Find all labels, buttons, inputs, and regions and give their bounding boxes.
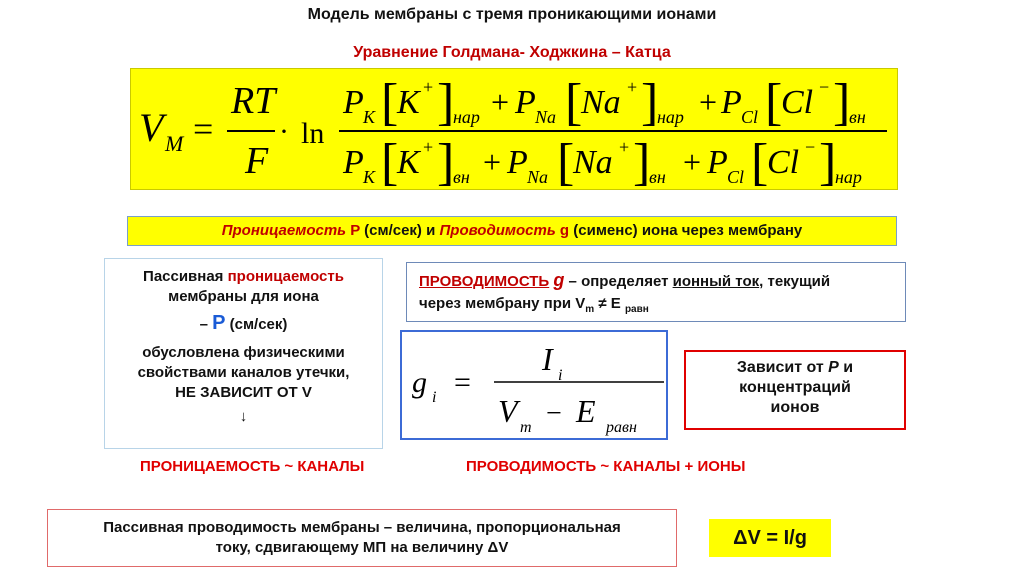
ln-operator: ln — [301, 117, 325, 150]
k-charge: + — [423, 77, 434, 97]
current-subscript: i — [558, 367, 563, 384]
na-charge: + — [627, 77, 638, 97]
pna-den-sub: Na — [527, 167, 549, 187]
bracket-close: ] — [633, 134, 651, 191]
dep-line-2: концентраций — [739, 379, 851, 396]
conductance-channels-label: ПРОВОДИМОСТЬ ~ КАНАЛЫ + ИОНЫ — [466, 458, 746, 475]
g-subscript: i — [432, 389, 437, 406]
down-arrow-icon: ↓ — [239, 408, 248, 425]
definitions-bar — [127, 216, 897, 246]
ion-cl-den: Cl — [767, 144, 800, 181]
perm-line-1b: проницаемость — [227, 268, 344, 285]
current-symbol: I — [542, 341, 553, 377]
dot-operator: · — [279, 115, 289, 148]
dep-line-3: ионов — [770, 399, 820, 416]
ion-na-den: Na — [573, 144, 613, 181]
dep-line-1 — [686, 358, 904, 378]
ghk-equation-box — [130, 68, 898, 190]
plus-3: + — [483, 144, 502, 180]
perm-units: (см/сек) — [225, 316, 288, 333]
cond-line-2 — [419, 293, 905, 321]
conductance-formula — [402, 332, 670, 442]
dep-line-1c: и — [838, 359, 854, 376]
equilibrium-symbol: E — [576, 393, 596, 429]
bracket-open: [ — [557, 134, 575, 191]
bracket-open: [ — [381, 74, 399, 131]
ghk-equation — [131, 69, 899, 191]
bottom-line-2: току, сдвигающему МП на величину ΔV — [215, 539, 509, 556]
cond-line-2a: через мембрану при V — [419, 295, 586, 312]
perm-symbol: P — [212, 312, 226, 334]
pk-num: P — [343, 84, 364, 121]
cl-vn: вн — [849, 107, 866, 127]
pcl-den-sub: Cl — [727, 167, 745, 187]
bracket-close: ] — [641, 74, 659, 131]
g-symbol: g — [412, 366, 427, 399]
k-nar: нар — [453, 107, 480, 127]
dep-symbol: P — [828, 359, 839, 376]
plus-4: + — [683, 144, 702, 180]
pk-den: P — [343, 144, 364, 181]
pcl-den: P — [707, 144, 728, 181]
cond-word: ПРОВОДИМОСТЬ — [419, 273, 550, 290]
cl-charge: − — [819, 77, 830, 97]
perm-line-4: обусловлена физическими — [142, 344, 345, 361]
vm-symbol: V — [139, 105, 164, 150]
na-charge: + — [619, 137, 630, 157]
perm-line-6: НЕ ЗАВИСИТ ОТ V — [175, 384, 312, 401]
plus-2: + — [699, 84, 718, 120]
conductance-term: Проводимость — [439, 222, 556, 239]
ion-na-num: Na — [581, 84, 621, 121]
perm-line-3 — [105, 313, 382, 335]
pcl-num: P — [721, 84, 742, 121]
bracket-open: [ — [381, 134, 399, 191]
voltage-symbol: V — [498, 393, 518, 429]
k-vn: вн — [453, 167, 470, 187]
cond-text-ion-current: ионный ток — [672, 273, 760, 290]
cond-vm-sub: m — [585, 304, 595, 315]
perm-line-5: свойствами каналов утечки, — [137, 364, 350, 381]
k-charge: + — [423, 137, 434, 157]
conductance-definition-box — [406, 262, 906, 322]
cond-text-2: , текущий — [759, 273, 831, 290]
ohm-law-formula: ΔV = I/g — [709, 519, 831, 557]
cond-text-1: – определяет — [564, 273, 673, 290]
ion-k-den: K — [397, 144, 420, 181]
bottom-line-1: Пассивная проводимость мембраны – величина, пропорциональная — [103, 519, 621, 536]
bracket-close: ] — [437, 74, 455, 131]
cond-line-2b: ≠ E — [594, 295, 621, 312]
cl-nar: нар — [835, 167, 862, 187]
g-equals: = — [454, 366, 471, 399]
rt-numerator: RT — [231, 80, 276, 122]
permeability-channels-label: ПРОНИЦАЕМОСТЬ ~ КАНАЛЫ — [140, 458, 365, 475]
depends-box — [684, 350, 906, 430]
ghk-equals: = — [193, 109, 214, 149]
perm-line-1a: Пассивная — [143, 268, 228, 285]
conductance-formula-box — [400, 330, 668, 440]
cond-e-sub: равн — [624, 304, 649, 315]
page-title: Модель мембраны с тремя проникающими ионами — [307, 6, 717, 23]
bracket-close: ] — [437, 134, 455, 191]
bracket-open: [ — [765, 74, 783, 131]
na-nar: нар — [657, 107, 684, 127]
dep-line-1a: Зависит от — [736, 359, 829, 376]
conductance-units: (сименс) иона через мембрану — [573, 222, 803, 239]
perm-line-1 — [105, 267, 382, 287]
cl-charge: − — [805, 137, 816, 157]
perm-line-2: мембраны для иона — [168, 288, 319, 305]
conductance-symbol: g — [559, 222, 570, 239]
bracket-close: ] — [833, 74, 851, 131]
g-minus: − — [546, 398, 562, 429]
bracket-close: ] — [819, 134, 837, 191]
pna-den: P — [507, 144, 528, 181]
cond-line-1 — [419, 269, 905, 293]
pna-num: P — [515, 84, 536, 121]
plus-1: + — [491, 84, 510, 120]
equation-title: Уравнение Голдмана- Ходжкина – Катца — [353, 44, 671, 61]
ion-k-num: K — [397, 84, 420, 121]
bracket-open: [ — [751, 134, 769, 191]
pk-den-sub: K — [363, 167, 376, 187]
permeability-units: (см/сек) и — [364, 222, 436, 239]
pcl-num-sub: Cl — [741, 107, 759, 127]
vm-subscript: M — [165, 131, 184, 156]
cond-symbol: g — [553, 270, 565, 290]
f-denominator: F — [245, 140, 269, 182]
pk-num-sub: K — [363, 107, 376, 127]
permeability-box — [104, 258, 383, 449]
bracket-open: [ — [565, 74, 583, 131]
voltage-subscript: m — [520, 419, 532, 436]
na-vn: вн — [649, 167, 666, 187]
permeability-term: Проницаемость — [221, 222, 347, 239]
ion-cl-num: Cl — [781, 84, 814, 121]
pna-num-sub: Na — [535, 107, 557, 127]
equilibrium-subscript: равн — [606, 419, 637, 436]
perm-dash: – — [199, 316, 213, 333]
permeability-symbol: P — [350, 222, 360, 239]
passive-conductance-box — [47, 509, 677, 567]
